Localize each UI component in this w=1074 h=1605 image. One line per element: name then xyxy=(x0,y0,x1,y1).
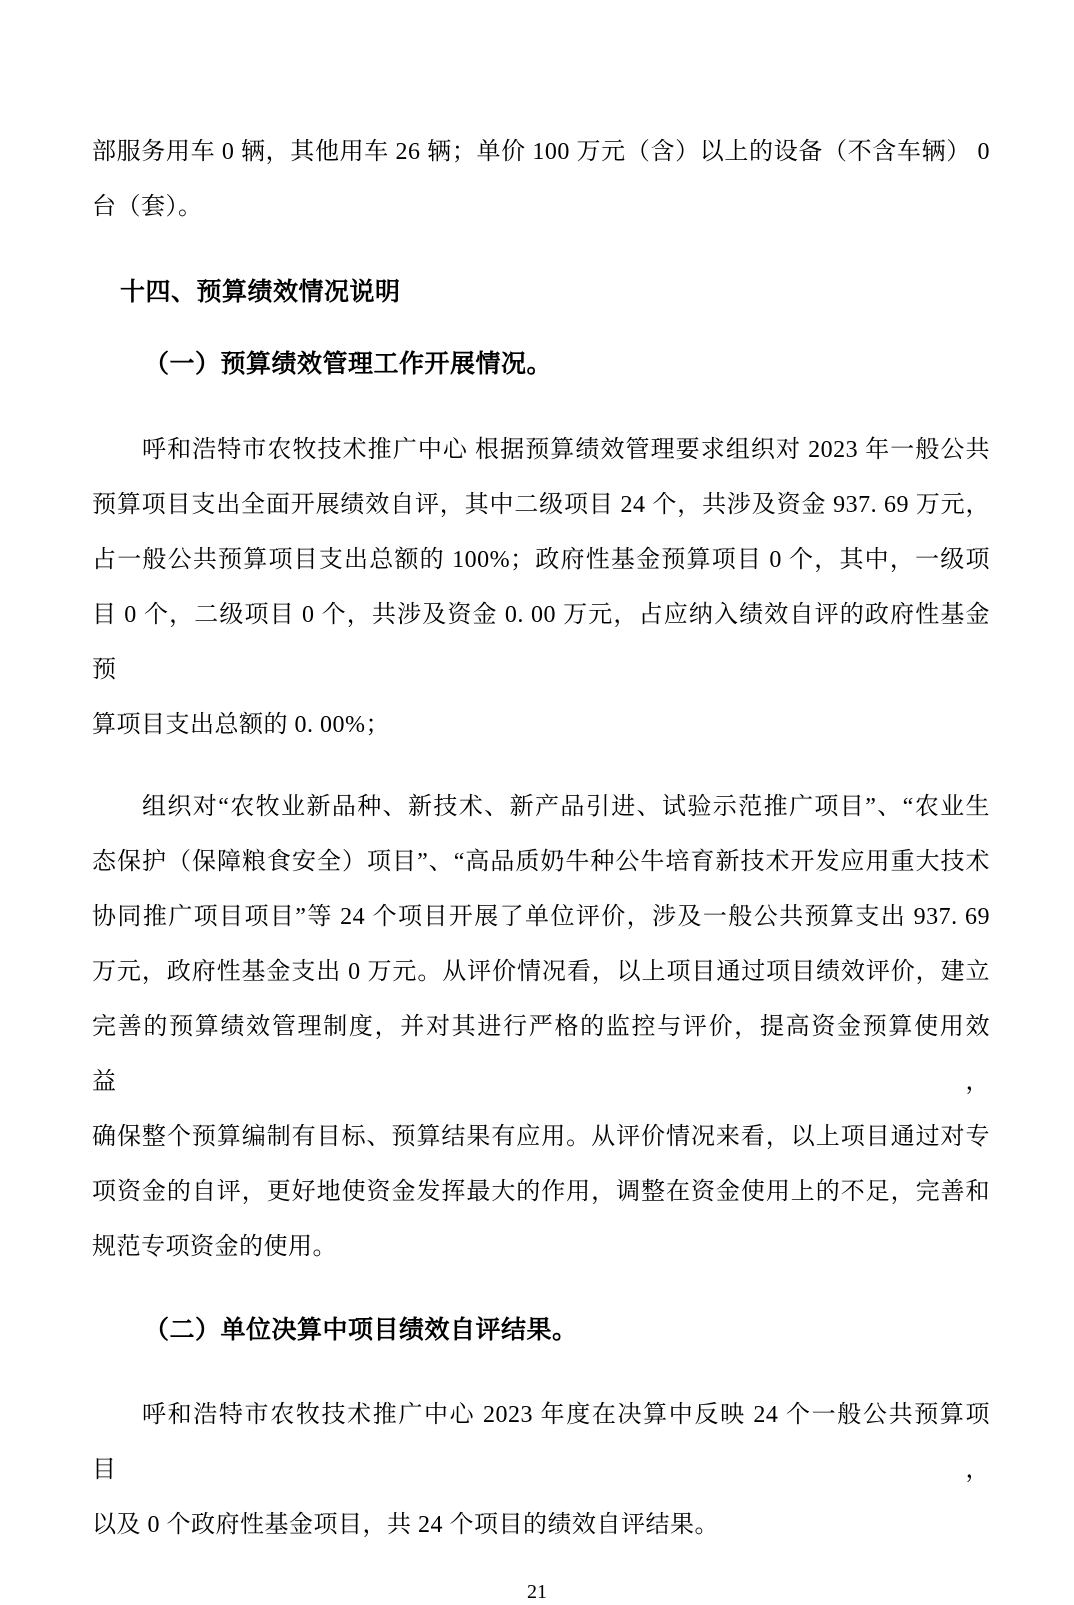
text-line: 呼和浩特市农牧技术推广中心 根据预算绩效管理要求组织对 2023 年一般公共 xyxy=(142,437,990,463)
text-line: 目 0 个，二级项目 0 个，共涉及资金 0. 00 万元，占应纳入绩效自评的政府性基金预 xyxy=(92,602,990,683)
paragraph-project-evaluation-details xyxy=(92,780,990,1275)
text-line: 预算项目支出全面开展绩效自评，其中二级项目 24 个，共涉及资金 937. 69 万元， xyxy=(92,492,990,518)
paragraph-final-settlement-results xyxy=(92,1388,990,1553)
subsection-heading-1-performance-management: （一）预算绩效管理工作开展情况。 xyxy=(144,350,553,378)
text-line: 规范专项资金的使用。 xyxy=(92,1234,337,1260)
text-line: 确保整个预算编制有目标、预算结果有应用。从评价情况来看，以上项目通过对专 xyxy=(92,1124,990,1150)
text-line: 协同推广项目项目”等 24 个项目开展了单位评价，涉及一般公共预算支出 937. 69 xyxy=(92,904,990,930)
text-line: 项资金的自评，更好地使资金发挥最大的作用，调整在资金使用上的不足，完善和 xyxy=(92,1179,990,1205)
paragraph-vehicles-equipment-continued xyxy=(92,125,990,235)
text-line: 占一般公共预算项目支出总额的 100%；政府性基金预算项目 0 个，其中，一级项 xyxy=(92,547,990,573)
paragraph-self-evaluation-overview xyxy=(92,423,990,753)
text-line: 完善的预算绩效管理制度，并对其进行严格的监控与评价，提高资金预算使用效益， xyxy=(92,1014,990,1095)
page-number: 21 xyxy=(527,1581,547,1603)
text-line: 组织对“农牧业新品种、新技术、新产品引进、试验示范推广项目”、“农业生 xyxy=(142,794,990,820)
text-line: 部服务用车 0 辆，其他用车 26 辆；单价 100 万元（含）以上的设备（不含车辆） 0 xyxy=(92,139,990,165)
text-line: 呼和浩特市农牧技术推广中心 2023 年度在决算中反映 24 个一般公共预算项目， xyxy=(92,1402,990,1483)
text-line: 以及 0 个政府性基金项目，共 24 个项目的绩效自评结果。 xyxy=(92,1512,719,1538)
text-line: 台（套）。 xyxy=(92,194,203,220)
subsection-heading-2-self-evaluation-results: （二）单位决算中项目绩效自评结果。 xyxy=(144,1316,578,1344)
text-line: 万元，政府性基金支出 0 万元。从评价情况看，以上项目通过项目绩效评价，建立 xyxy=(92,959,990,985)
text-line: 算项目支出总额的 0. 00%； xyxy=(92,712,390,738)
text-line: 态保护（保障粮食安全）项目”、“高品质奶牛种公牛培育新技术开发应用重大技术 xyxy=(92,849,990,875)
section-heading-14-budget-performance: 十四、预算绩效情况说明 xyxy=(120,278,401,306)
